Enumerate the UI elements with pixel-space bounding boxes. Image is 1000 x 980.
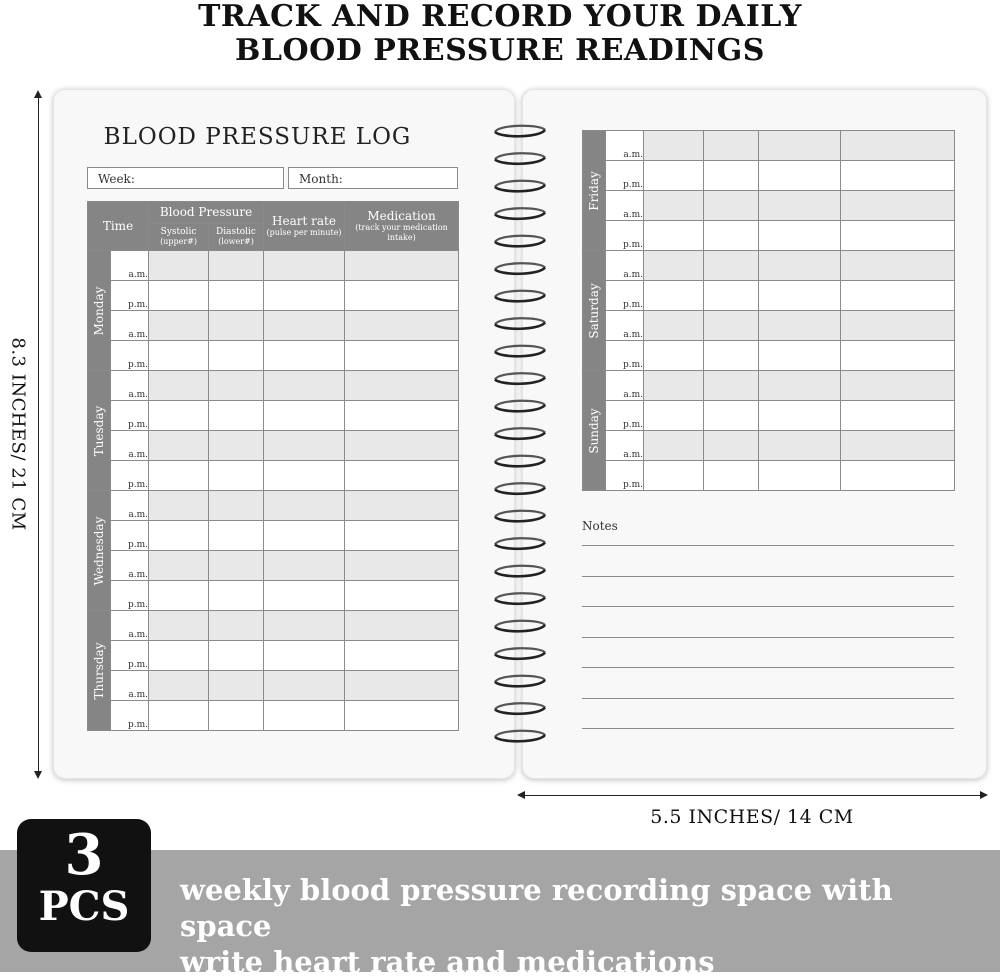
entry-cell[interactable] [841,161,955,191]
heart-rate-subtitle: (pulse per minute) [266,227,342,237]
period-label: p.m. [606,161,644,191]
entry-cell[interactable] [345,461,459,491]
entry-cell[interactable] [149,461,209,491]
entry-cell[interactable] [644,131,704,161]
quantity-unit: PCS [38,883,130,930]
entry-cell[interactable] [759,371,841,401]
spiral-ring [495,621,545,632]
period-label: p.m. [111,581,149,611]
spiral-ring [495,593,545,604]
entry-cell[interactable] [704,311,759,341]
table-row [583,221,955,251]
entry-cell[interactable] [149,251,209,281]
entry-cell[interactable] [149,641,209,671]
period-label: p.m. [606,401,644,431]
entry-cell[interactable] [209,491,264,521]
week-field: Week: [87,167,284,189]
entry-cell[interactable] [149,611,209,641]
period-label: p.m. [111,461,149,491]
period-label: p.m. [606,281,644,311]
day-label: Thursday [92,642,106,699]
period-label: p.m. [111,281,149,311]
entry-cell[interactable] [209,581,264,611]
feature-description [180,872,980,980]
entry-cell[interactable] [209,641,264,671]
notes-label: Notes [582,519,618,533]
width-dimension-line [522,795,982,796]
entry-cell[interactable] [209,401,264,431]
period-label: p.m. [111,521,149,551]
entry-cell[interactable] [264,611,345,641]
table-row [583,251,955,281]
entry-cell[interactable] [345,521,459,551]
entry-cell[interactable] [759,461,841,491]
entry-cell[interactable] [759,131,841,161]
period-label: a.m. [111,551,149,581]
diastolic-header: Diastolic (lower#) [209,224,264,251]
entry-cell[interactable] [149,701,209,731]
day-label-cell [88,611,111,731]
quantity-badge [17,819,151,952]
entry-cell[interactable] [759,221,841,251]
spiral-ring [495,566,545,577]
entry-cell[interactable] [209,611,264,641]
blood-pressure-header: Blood Pressure [149,202,264,224]
spiral-ring [495,373,545,384]
entry-cell[interactable] [345,491,459,521]
entry-cell[interactable] [759,311,841,341]
entry-cell[interactable] [149,491,209,521]
entry-cell[interactable] [759,191,841,221]
entry-cell[interactable] [759,161,841,191]
entry-cell[interactable] [345,341,459,371]
headline-line-2: BLOOD PRESSURE READINGS [235,33,765,68]
spiral-ring [495,318,545,329]
arrow-up-icon [34,90,42,98]
spiral-ring [495,456,545,467]
period-label: a.m. [111,491,149,521]
table-row [88,251,459,281]
day-label: Monday [92,286,106,335]
entry-cell[interactable] [209,671,264,701]
entry-cell[interactable] [345,551,459,581]
entry-cell[interactable] [264,311,345,341]
medication-subtitle: (track your medication intake) [355,222,448,242]
entry-cell[interactable] [209,701,264,731]
medication-header [345,202,459,251]
feature-line-1: weekly blood pressure recording space with space [180,873,893,943]
entry-cell[interactable] [264,251,345,281]
spiral-ring [495,236,545,247]
entry-cell[interactable] [149,401,209,431]
table-row [88,641,459,671]
entry-cell[interactable] [841,221,955,251]
entry-cell[interactable] [704,191,759,221]
entry-cell[interactable] [264,401,345,431]
spiral-ring [495,263,545,274]
entry-cell[interactable] [704,161,759,191]
period-label: a.m. [606,371,644,401]
entry-cell[interactable] [759,431,841,461]
table-row [88,281,459,311]
entry-cell[interactable] [704,341,759,371]
entry-cell[interactable] [759,251,841,281]
entry-cell[interactable] [345,401,459,431]
entry-cell[interactable] [264,281,345,311]
day-label-cell [88,371,111,491]
spiral-ring [495,126,545,137]
table-row [88,431,459,461]
spiral-binding [489,120,551,760]
day-label-cell [88,251,111,371]
entry-cell[interactable] [759,341,841,371]
time-header: Time [88,202,149,251]
table-row [88,371,459,401]
entry-cell[interactable] [149,521,209,551]
entry-cell[interactable] [345,371,459,401]
table-row [88,521,459,551]
entry-cell[interactable] [704,281,759,311]
period-label: a.m. [606,191,644,221]
entry-cell[interactable] [841,461,955,491]
day-label: Friday [587,170,601,211]
spiral-ring [495,511,545,522]
entry-cell[interactable] [704,371,759,401]
entry-cell[interactable] [704,431,759,461]
period-label: a.m. [111,671,149,701]
medication-title: Medication [367,208,436,223]
spiral-ring [495,538,545,549]
spiral-ring [495,703,545,714]
entry-cell[interactable] [345,701,459,731]
notes-line [582,545,954,546]
entry-cell[interactable] [345,311,459,341]
day-label: Saturday [587,282,601,339]
entry-cell[interactable] [149,551,209,581]
spiral-ring [495,731,545,742]
entry-cell[interactable] [345,251,459,281]
entry-cell[interactable] [264,491,345,521]
period-label: a.m. [606,311,644,341]
spiral-ring [495,208,545,219]
log-title: BLOOD PRESSURE LOG [103,124,412,150]
entry-cell[interactable] [644,371,704,401]
period-label: p.m. [111,341,149,371]
height-dimension-line [38,95,39,775]
entry-cell[interactable] [149,341,209,371]
table-row [583,161,955,191]
entry-cell[interactable] [264,461,345,491]
entry-cell[interactable] [841,131,955,161]
entry-cell[interactable] [345,581,459,611]
entry-cell[interactable] [644,161,704,191]
spiral-ring [495,346,545,357]
period-label: a.m. [606,431,644,461]
spiral-ring [495,676,545,687]
spiral-ring [495,401,545,412]
table-row [88,701,459,731]
notes-line [582,606,954,607]
table-row [583,461,955,491]
table-row [88,401,459,431]
period-label: a.m. [606,131,644,161]
entry-cell[interactable] [704,131,759,161]
period-label: p.m. [111,641,149,671]
entry-cell[interactable] [644,191,704,221]
arrow-right-icon [980,791,988,799]
table-row [88,461,459,491]
entry-cell[interactable] [149,281,209,311]
spiral-ring [495,291,545,302]
table-row [88,611,459,641]
month-field: Month: [288,167,458,189]
notes-line [582,698,954,699]
entry-cell[interactable] [644,341,704,371]
entry-cell[interactable] [264,371,345,401]
entry-cell[interactable] [209,431,264,461]
entry-cell[interactable] [841,341,955,371]
entry-cell[interactable] [209,311,264,341]
spiral-ring [495,153,545,164]
entry-cell[interactable] [644,431,704,461]
height-dimension-label: 8.3 INCHES/ 21 CM [7,337,29,531]
period-label: a.m. [606,251,644,281]
entry-cell[interactable] [841,311,955,341]
quantity-count: 3 [64,822,104,888]
table-row [88,581,459,611]
entry-cell[interactable] [149,581,209,611]
entry-cell[interactable] [209,341,264,371]
entry-cell[interactable] [209,281,264,311]
day-label: Wednesday [92,516,106,585]
table-row [88,671,459,701]
entry-cell[interactable] [644,461,704,491]
entry-cell[interactable] [345,611,459,641]
entry-cell[interactable] [644,401,704,431]
period-label: a.m. [111,431,149,461]
day-label-cell [583,371,606,491]
entry-cell[interactable] [345,671,459,701]
period-label: a.m. [111,371,149,401]
entry-cell[interactable] [209,551,264,581]
entry-cell[interactable] [209,461,264,491]
feature-line-2: write heart rate and medications [180,945,715,979]
day-label-cell [583,131,606,251]
notes-line [582,728,954,729]
period-label: a.m. [111,311,149,341]
period-label: p.m. [606,341,644,371]
entry-cell[interactable] [841,281,955,311]
entry-cell[interactable] [759,281,841,311]
entry-cell[interactable] [264,521,345,551]
table-row [583,191,955,221]
entry-cell[interactable] [264,701,345,731]
entry-cell[interactable] [841,371,955,401]
entry-cell[interactable] [704,221,759,251]
entry-cell[interactable] [149,371,209,401]
entry-cell[interactable] [759,401,841,431]
entry-cell[interactable] [209,371,264,401]
entry-cell[interactable] [209,521,264,551]
headline-line-1: TRACK AND RECORD YOUR DAILY [198,0,802,34]
entry-cell[interactable] [841,431,955,461]
entry-cell[interactable] [264,641,345,671]
entry-cell[interactable] [264,551,345,581]
entry-cell[interactable] [264,341,345,371]
systolic-header: Systolic (upper#) [149,224,209,251]
width-dimension-label: 5.5 INCHES/ 14 CM [650,806,854,828]
entry-cell[interactable] [149,431,209,461]
notes-line [582,576,954,577]
heart-rate-header [264,202,345,251]
entry-cell[interactable] [149,671,209,701]
table-row [583,131,955,161]
entry-cell[interactable] [704,251,759,281]
entry-cell[interactable] [841,401,955,431]
spiral-ring [495,181,545,192]
notes-line [582,667,954,668]
period-label: a.m. [111,611,149,641]
blood-pressure-log-table [87,201,459,731]
period-label: p.m. [606,221,644,251]
entry-cell[interactable] [644,221,704,251]
entry-cell[interactable] [345,641,459,671]
entry-cell[interactable] [345,431,459,461]
spiral-ring [495,483,545,494]
entry-cell[interactable] [345,281,459,311]
day-label-cell [583,251,606,371]
entry-cell[interactable] [704,461,759,491]
spiral-ring [495,648,545,659]
arrow-left-icon [517,791,525,799]
entry-cell[interactable] [644,311,704,341]
day-label: Tuesday [92,405,106,456]
day-label: Sunday [587,407,601,454]
notes-line [582,637,954,638]
entry-cell[interactable] [644,281,704,311]
entry-cell[interactable] [264,671,345,701]
table-row [88,491,459,521]
table-row [583,401,955,431]
table-row [88,551,459,581]
arrow-down-icon [34,771,42,779]
entry-cell[interactable] [209,251,264,281]
entry-cell[interactable] [704,401,759,431]
entry-cell[interactable] [149,311,209,341]
period-label: a.m. [111,251,149,281]
entry-cell[interactable] [841,191,955,221]
period-label: p.m. [606,461,644,491]
table-row [88,311,459,341]
entry-cell[interactable] [841,251,955,281]
period-label: p.m. [111,401,149,431]
table-row [583,431,955,461]
table-row [583,281,955,311]
day-label-cell [88,491,111,611]
entry-cell[interactable] [644,251,704,281]
weekend-log-table [582,130,955,491]
table-row [583,341,955,371]
table-row [583,311,955,341]
entry-cell[interactable] [264,581,345,611]
spiral-ring [495,428,545,439]
table-row [88,341,459,371]
table-row [583,371,955,401]
period-label: p.m. [111,701,149,731]
heart-rate-title: Heart rate [272,213,336,228]
entry-cell[interactable] [264,431,345,461]
